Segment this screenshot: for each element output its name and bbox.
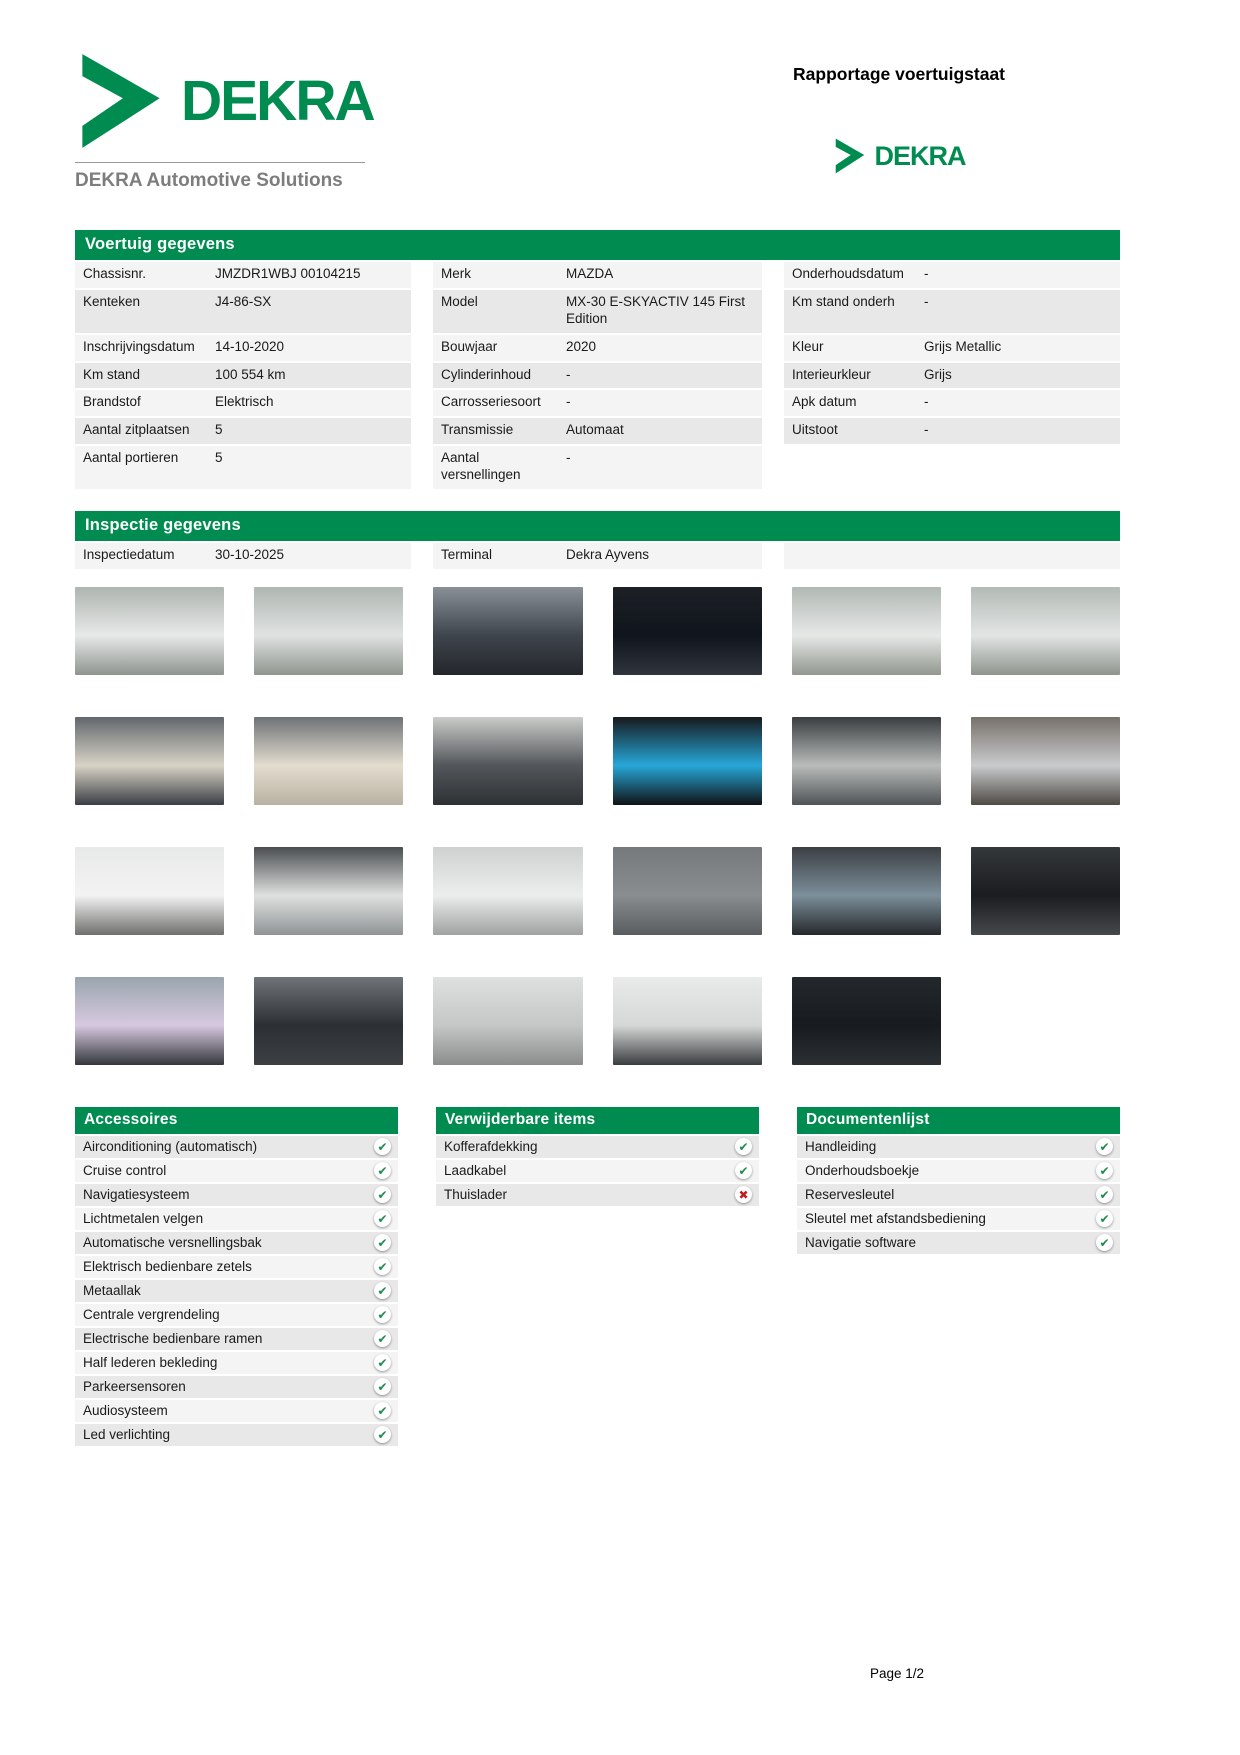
checklist-item bbox=[75, 1376, 398, 1398]
photo-thumbnail bbox=[254, 587, 403, 675]
checklist-item bbox=[797, 1136, 1120, 1158]
field-label: Transmissie bbox=[433, 418, 558, 444]
logo-divider bbox=[75, 162, 365, 163]
checklist-item-label: Automatische versnellingsbak bbox=[83, 1235, 262, 1251]
check-icon: ✔ bbox=[374, 1378, 391, 1395]
field-value: J4-86-SX bbox=[207, 290, 411, 333]
photo-thumbnail bbox=[433, 717, 582, 805]
checklist-item-label: Centrale vergrendeling bbox=[83, 1307, 220, 1323]
photo-thumbnail bbox=[792, 847, 941, 935]
photo-thumbnail bbox=[75, 847, 224, 935]
field-value: - bbox=[558, 446, 762, 489]
checklist-item-label: Sleutel met afstandsbediening bbox=[805, 1211, 986, 1227]
checklist-item-label: Electrische bedienbare ramen bbox=[83, 1331, 263, 1347]
field-label: Km stand bbox=[75, 363, 207, 389]
checklist-item bbox=[75, 1136, 398, 1158]
field-label: Uitstoot bbox=[784, 418, 916, 444]
photo-thumbnail bbox=[971, 847, 1120, 935]
check-icon: ✔ bbox=[374, 1162, 391, 1179]
field-label: Kleur bbox=[784, 335, 916, 361]
photo-thumbnail bbox=[792, 977, 941, 1065]
check-icon: ✔ bbox=[735, 1138, 752, 1155]
dekra-arrow-icon bbox=[833, 137, 867, 175]
page-title: Rapportage voertuigstaat bbox=[793, 64, 1005, 84]
photo-thumbnail bbox=[75, 587, 224, 675]
vehicle-section-title: Voertuig gegevens bbox=[75, 230, 1120, 260]
field-value: Grijs Metallic bbox=[916, 335, 1120, 361]
page-header bbox=[75, 50, 1120, 208]
checklist-item-label: Metaallak bbox=[83, 1283, 141, 1299]
checklist-item-label: Parkeersensoren bbox=[83, 1379, 186, 1395]
checklist-title: Documentenlijst bbox=[797, 1107, 1120, 1134]
field-value: Elektrisch bbox=[207, 390, 411, 416]
field-label: Inspectiedatum bbox=[75, 543, 207, 569]
photo-thumbnail bbox=[792, 587, 941, 675]
checklist-item-label: Airconditioning (automatisch) bbox=[83, 1139, 258, 1155]
check-icon: ✔ bbox=[1096, 1210, 1113, 1227]
field-label: Bouwjaar bbox=[433, 335, 558, 361]
dekra-arrow-icon bbox=[75, 50, 167, 152]
check-icon: ✔ bbox=[374, 1426, 391, 1443]
check-icon: ✔ bbox=[1096, 1234, 1113, 1251]
field-label: Aantal portieren bbox=[75, 446, 207, 489]
checklist-item-label: Reservesleutel bbox=[805, 1187, 895, 1203]
field-label: Terminal bbox=[433, 543, 558, 569]
field-value: 30-10-2025 bbox=[207, 543, 411, 569]
check-icon: ✔ bbox=[374, 1306, 391, 1323]
field-label bbox=[784, 543, 916, 569]
checklist-item bbox=[75, 1304, 398, 1326]
checklist-item bbox=[75, 1232, 398, 1254]
photo-thumbnail bbox=[792, 717, 941, 805]
checklist-item bbox=[75, 1424, 398, 1446]
check-icon: ✔ bbox=[1096, 1138, 1113, 1155]
photo-thumbnail bbox=[433, 847, 582, 935]
field-label: Apk datum bbox=[784, 390, 916, 416]
dekra-logo-small-text: DEKRA bbox=[874, 140, 966, 171]
check-icon: ✔ bbox=[1096, 1162, 1113, 1179]
check-icon: ✔ bbox=[374, 1186, 391, 1203]
checklist-item bbox=[797, 1232, 1120, 1254]
checklist-item-label: Onderhoudsboekje bbox=[805, 1163, 920, 1179]
checklist-item-label: Navigatiesysteem bbox=[83, 1187, 190, 1203]
checklist-title: Verwijderbare items bbox=[436, 1107, 759, 1134]
checklist-item-label: Laadkabel bbox=[444, 1163, 507, 1179]
field-label: Carrosseriesoort bbox=[433, 390, 558, 416]
photo-thumbnail bbox=[613, 847, 762, 935]
field-value: 5 bbox=[207, 418, 411, 444]
field-label: Merk bbox=[433, 262, 558, 288]
field-value: MX-30 E-SKYACTIV 145 First Edition bbox=[558, 290, 762, 333]
checklist-title: Accessoires bbox=[75, 1107, 398, 1134]
check-icon: ✔ bbox=[374, 1282, 391, 1299]
field-value: MAZDA bbox=[558, 262, 762, 288]
checklist-item bbox=[75, 1280, 398, 1302]
photo-thumbnail bbox=[75, 717, 224, 805]
field-label: Cylinderinhoud bbox=[433, 363, 558, 389]
field-value: - bbox=[916, 262, 1120, 288]
checklist-item bbox=[797, 1160, 1120, 1182]
photo-thumbnail bbox=[613, 977, 762, 1065]
check-icon: ✔ bbox=[374, 1330, 391, 1347]
check-icon: ✔ bbox=[374, 1354, 391, 1371]
checklist-item-label: Elektrisch bedienbare zetels bbox=[83, 1259, 252, 1275]
photo-thumbnail bbox=[971, 717, 1120, 805]
check-icon: ✔ bbox=[374, 1402, 391, 1419]
checklist-item-label: Lichtmetalen velgen bbox=[83, 1211, 204, 1227]
check-icon: ✔ bbox=[374, 1138, 391, 1155]
inspection-table bbox=[75, 543, 1120, 569]
checklist-item-label: Half lederen bekleding bbox=[83, 1355, 218, 1371]
field-value: - bbox=[558, 390, 762, 416]
checklist-columns bbox=[75, 1107, 1120, 1446]
field-label: Chassisnr. bbox=[75, 262, 207, 288]
checklist-item bbox=[75, 1400, 398, 1422]
checklist-item bbox=[75, 1328, 398, 1350]
photo-thumbnail bbox=[433, 587, 582, 675]
field-value: 14-10-2020 bbox=[207, 335, 411, 361]
checklist-item bbox=[797, 1184, 1120, 1206]
checklist bbox=[797, 1107, 1120, 1254]
field-value: Automaat bbox=[558, 418, 762, 444]
checklist-item-label: Navigatie software bbox=[805, 1235, 917, 1251]
field-value: 100 554 km bbox=[207, 363, 411, 389]
checklist bbox=[436, 1107, 759, 1206]
dekra-logo-subtitle: DEKRA Automotive Solutions bbox=[75, 170, 343, 191]
field-label: Aantal versnellingen bbox=[433, 446, 558, 489]
field-value: - bbox=[558, 363, 762, 389]
checklist-item bbox=[436, 1136, 759, 1158]
field-label: Inschrijvingsdatum bbox=[75, 335, 207, 361]
check-icon: ✔ bbox=[735, 1162, 752, 1179]
checklist-item-label: Cruise control bbox=[83, 1163, 167, 1179]
page-number: Page 1/2 bbox=[870, 1666, 925, 1681]
field-label: Kenteken bbox=[75, 290, 207, 333]
inspection-section-title: Inspectie gegevens bbox=[75, 511, 1120, 541]
field-value bbox=[916, 446, 1120, 489]
check-icon: ✔ bbox=[1096, 1186, 1113, 1203]
checklist-item bbox=[436, 1184, 759, 1206]
dekra-logo-small bbox=[833, 137, 966, 175]
report-page bbox=[75, 50, 1120, 1446]
dekra-logo-text: DEKRA bbox=[181, 68, 374, 133]
vehicle-section bbox=[75, 230, 1120, 489]
check-icon: ✔ bbox=[374, 1210, 391, 1227]
field-label bbox=[784, 446, 916, 489]
check-icon: ✔ bbox=[374, 1234, 391, 1251]
field-value: 2020 bbox=[558, 335, 762, 361]
field-label: Model bbox=[433, 290, 558, 333]
vehicle-table bbox=[75, 262, 1120, 489]
checklist-item-label: Audiosysteem bbox=[83, 1403, 168, 1419]
field-value bbox=[916, 543, 1120, 569]
field-value: Grijs bbox=[916, 363, 1120, 389]
checklist-item-label: Led verlichting bbox=[83, 1427, 171, 1443]
photo-thumbnail bbox=[254, 977, 403, 1065]
checklist-item bbox=[75, 1352, 398, 1374]
field-label: Km stand onderh bbox=[784, 290, 916, 333]
photo-thumbnail bbox=[254, 717, 403, 805]
cross-icon: ✖ bbox=[735, 1186, 752, 1203]
checklist-item bbox=[75, 1160, 398, 1182]
checklist-item-label: Thuislader bbox=[444, 1187, 508, 1203]
checklist-item bbox=[436, 1160, 759, 1182]
inspection-section bbox=[75, 511, 1120, 569]
checklist-item bbox=[75, 1184, 398, 1206]
checklist-item bbox=[75, 1256, 398, 1278]
check-icon: ✔ bbox=[374, 1258, 391, 1275]
field-label: Aantal zitplaatsen bbox=[75, 418, 207, 444]
field-value: - bbox=[916, 418, 1120, 444]
dekra-logo bbox=[75, 50, 374, 192]
photo-thumbnail bbox=[613, 717, 762, 805]
checklist-item-label: Handleiding bbox=[805, 1139, 877, 1155]
checklist bbox=[75, 1107, 398, 1446]
checklist-item-label: Kofferafdekking bbox=[444, 1139, 538, 1155]
photo-thumbnail bbox=[613, 587, 762, 675]
field-value: Dekra Ayvens bbox=[558, 543, 762, 569]
field-value: 5 bbox=[207, 446, 411, 489]
field-label: Brandstof bbox=[75, 390, 207, 416]
field-value: - bbox=[916, 290, 1120, 333]
photo-thumbnail bbox=[971, 587, 1120, 675]
field-label: Interieurkleur bbox=[784, 363, 916, 389]
photo-thumbnail bbox=[433, 977, 582, 1065]
field-value: JMZDR1WBJ 00104215 bbox=[207, 262, 411, 288]
checklist-item bbox=[75, 1208, 398, 1230]
field-value: - bbox=[916, 390, 1120, 416]
checklist-item bbox=[797, 1208, 1120, 1230]
field-label: Onderhoudsdatum bbox=[784, 262, 916, 288]
photo-grid bbox=[75, 587, 1120, 1065]
photo-thumbnail bbox=[75, 977, 224, 1065]
photo-thumbnail bbox=[254, 847, 403, 935]
